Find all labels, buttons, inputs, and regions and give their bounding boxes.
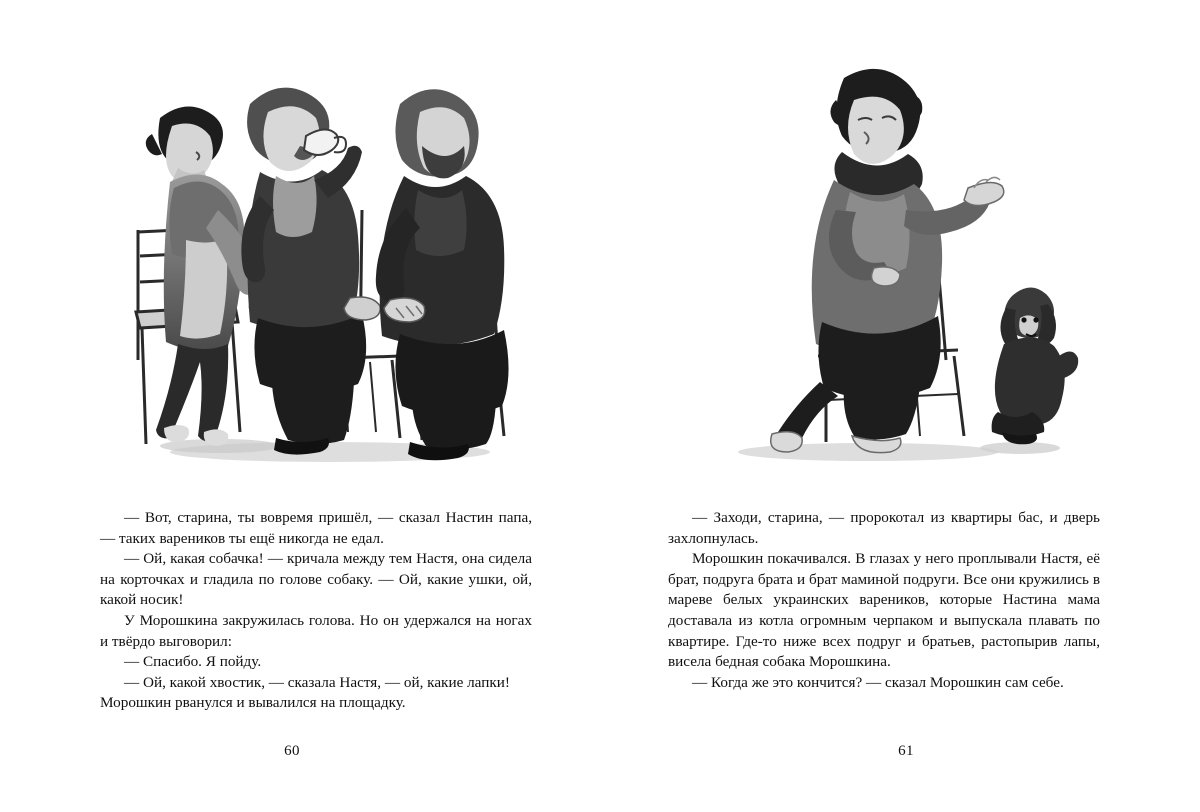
paragraph: — Ой, какая собачка! — кричала между тем Настя, она сидела на корточках и гладила по голове собаку. — Ой, какие ушки, ой, какой носик! xyxy=(100,550,532,609)
right-page xyxy=(600,0,1200,812)
paragraph: У Морошкина закружилась голова. Но он удержался на ногах и твёрдо выговорил: xyxy=(100,611,532,650)
left-page-text xyxy=(100,508,532,714)
right-page-text xyxy=(668,508,1100,693)
paragraph: — Ой, какой хвостик, — сказала Настя, — ой, какие лапки! xyxy=(124,673,510,691)
paragraph: Морошкин рванулся и вывалился на площадку. xyxy=(100,694,406,712)
illustration-three-people-on-chairs xyxy=(100,60,532,490)
paragraph: — Вот, старина, ты вовремя пришёл, — сказал Настин папа, — таких вареников ты ещё никогда не едал. xyxy=(100,509,532,547)
figure-woman xyxy=(771,69,1004,453)
figure-dog xyxy=(992,287,1079,444)
page-number-right: 61 xyxy=(898,743,914,759)
paragraph: — Заходи, старина, — пророкотал из квартиры бас, и дверь захлопнулась. xyxy=(668,509,1100,547)
paragraph: Морошкин покачивался. В глазах у него проплывали Настя, её брат, подруга брата и брат маминой подруги. Все они кружились в мареве белых украинских вареников, которые Настина мама доставала из котла огромным черпаком и выпускала плавать по квартире. Где-то ниже всех подруг и братьев, растопырив лапы, висела бедная собака Морошкина. xyxy=(668,550,1100,671)
paragraph: — Спасибо. Я пойду. xyxy=(124,653,262,671)
page-number-left: 60 xyxy=(284,743,300,759)
illustration-woman-on-chair-with-dog xyxy=(668,60,1100,490)
paragraph: — Когда же это кончится? — сказал Морошкин сам себе. xyxy=(692,673,1064,691)
figure-boy-with-cup xyxy=(241,88,380,455)
